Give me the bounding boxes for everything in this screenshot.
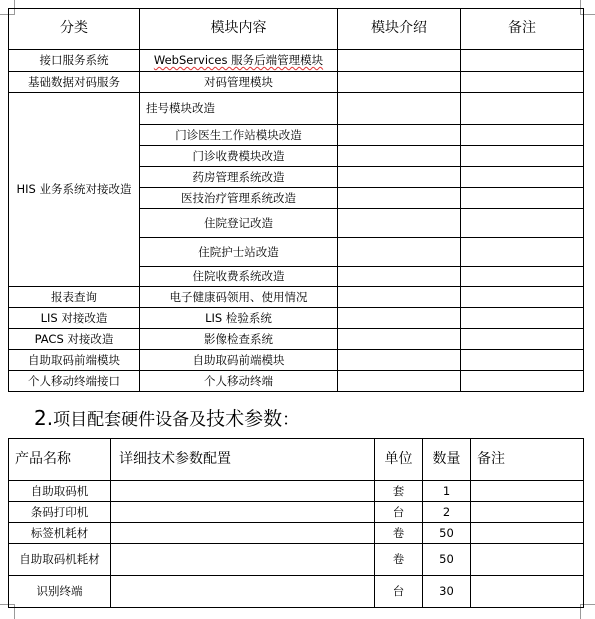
module-text: WebServices 服务后端管理模块 [153,53,324,68]
category-cell: 个人移动终端接口 [9,371,140,392]
remarks-cell [471,502,584,523]
header-quantity: 数量 [423,439,471,481]
header-remarks: 备注 [471,439,584,481]
remarks-cell [461,188,584,209]
module-cell: 个人移动终端 [140,371,338,392]
remarks-cell [461,167,584,188]
module-cell: LIS 检验系统 [140,308,338,329]
table-row [9,287,584,308]
header-description: 模块介绍 [338,9,461,50]
product-name-cell: 条码打印机 [9,502,111,523]
header-module: 模块内容 [140,9,338,50]
remarks-cell [461,238,584,267]
description-cell [338,267,461,287]
table-row [9,308,584,329]
module-cell: 医技治疗管理系统改造 [140,188,338,209]
category-cell: PACS 对接改造 [9,329,140,350]
header-spec: 详细技术参数配置 [111,439,375,481]
category-cell: 自助取码前端模块 [9,350,140,371]
section-title-emphasis: 技术参数 [206,408,283,430]
module-cell: 住院护士站改造 [140,238,338,267]
description-cell [338,308,461,329]
module-cell: 药房管理系统改造 [140,167,338,188]
spec-cell [111,544,375,576]
description-cell [338,350,461,371]
unit-cell: 套 [375,481,423,502]
spec-cell [111,502,375,523]
category-cell: LIS 对接改造 [9,308,140,329]
remarks-cell [461,125,584,146]
module-cell: 挂号模块改造 [140,93,338,125]
description-cell [338,167,461,188]
table-row [9,523,584,544]
description-cell [338,125,461,146]
unit-cell: 台 [375,502,423,523]
description-cell [338,238,461,267]
remarks-cell [471,481,584,502]
unit-cell: 卷 [375,523,423,544]
module-cell: 住院收费系统改造 [140,267,338,287]
category-cell: 基础数据对码服务 [9,72,140,93]
remarks-cell [461,287,584,308]
remarks-cell [471,523,584,544]
module-cell: 电子健康码领用、使用情况 [140,287,338,308]
module-cell: 门诊医生工作站模块改造 [140,125,338,146]
category-cell: 报表查询 [9,287,140,308]
module-cell [140,50,338,72]
product-name-cell: 标签机耗材 [9,523,111,544]
table-row [9,329,584,350]
remarks-cell [461,329,584,350]
description-cell [338,371,461,392]
table-row [9,481,584,502]
module-cell: 门诊收费模块改造 [140,146,338,167]
description-cell [338,72,461,93]
unit-cell: 卷 [375,544,423,576]
spec-cell [111,481,375,502]
description-cell [338,188,461,209]
table-row [9,50,584,72]
remarks-cell [471,576,584,608]
header-remarks: 备注 [461,9,584,50]
remarks-cell [461,371,584,392]
remarks-cell [461,146,584,167]
description-cell [338,209,461,238]
module-table [8,8,584,392]
section-title-part: 项目配套硬件设备及 [53,410,207,430]
product-name-cell: 自助取码机 [9,481,111,502]
quantity-cell: 2 [423,502,471,523]
category-cell: HIS 业务系统对接改造 [9,93,140,287]
category-cell: 接口服务系统 [9,50,140,72]
table-row [9,502,584,523]
section-title-colon: ： [282,410,300,430]
spec-cell [111,523,375,544]
spec-cell [111,576,375,608]
table-row [9,544,584,576]
hardware-table [8,438,584,608]
table-row [9,72,584,93]
unit-cell: 台 [375,576,423,608]
description-cell [338,146,461,167]
section-heading [34,404,299,431]
remarks-cell [461,350,584,371]
quantity-cell: 30 [423,576,471,608]
section-number: 2. [34,406,54,430]
description-cell [338,329,461,350]
description-cell [338,93,461,125]
description-cell [338,50,461,72]
remarks-cell [461,72,584,93]
quantity-cell: 50 [423,544,471,576]
module-cell: 对码管理模块 [140,72,338,93]
remarks-cell [461,93,584,125]
product-name-cell: 识别终端 [9,576,111,608]
table-row [9,350,584,371]
remarks-cell [461,50,584,72]
quantity-cell: 1 [423,481,471,502]
header-unit: 单位 [375,439,423,481]
remarks-cell [461,209,584,238]
header-product-name: 产品名称 [9,439,111,481]
module-cell: 住院登记改造 [140,209,338,238]
remarks-cell [471,544,584,576]
quantity-cell: 50 [423,523,471,544]
product-name-cell: 自助取码机耗材 [9,544,111,576]
module-cell: 自助取码前端模块 [140,350,338,371]
remarks-cell [461,267,584,287]
table-row [9,93,584,125]
table-row [9,371,584,392]
hardware-table-header [9,439,584,481]
header-category: 分类 [9,9,140,50]
module-table-header [9,9,584,50]
table-row [9,576,584,608]
remarks-cell [461,308,584,329]
description-cell [338,287,461,308]
module-cell: 影像检查系统 [140,329,338,350]
